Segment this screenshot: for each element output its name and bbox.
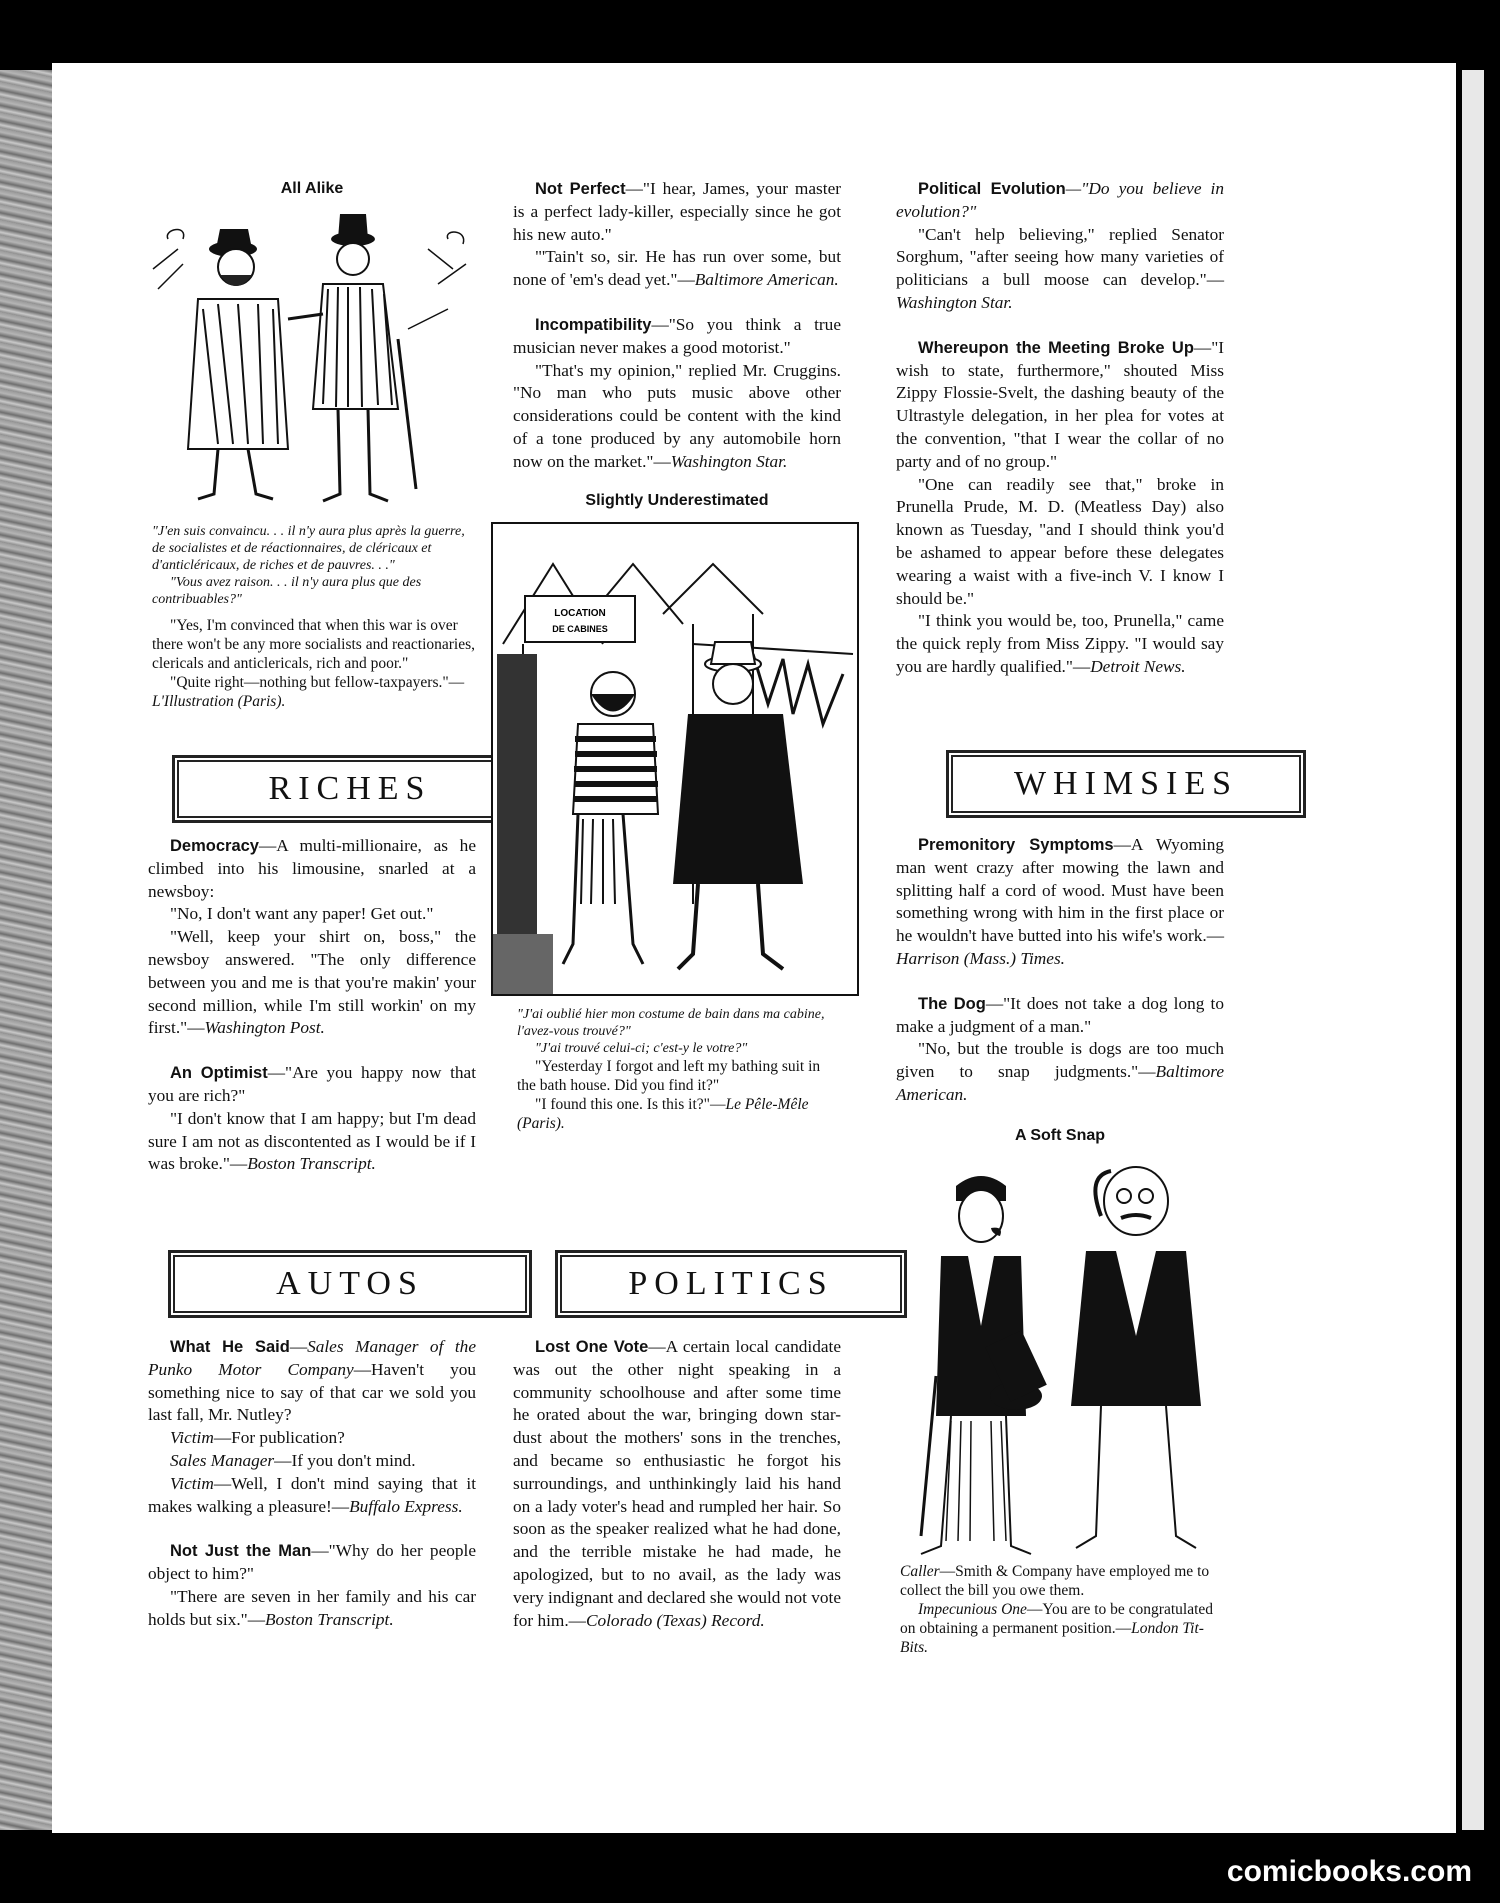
- lost-vote-para: Lost One Vote—A certain local candidate was out the other night speaking in a community schoolhouse and after some time he orated about the war, bringing down star-dust about the mothers' sons in the trenches, and became so enthusiastic he forgot his surroundings, and unthinkingly laid his hand on a lady voter's head and rumpled her hair. So soon as the speaker realized what he had done, and the terrible mistake he had made, he apologized, but to no avail, as the lady was very indignant and declared she would not vote for him.—Colorado (Texas) Record.: [513, 1337, 841, 1630]
- all-alike-english-1: "Yes, I'm convinced that when this war is over there won't be any more socialists and reactionaries, clericals and anticlericals, rich and poor.": [152, 616, 476, 672]
- slightly-english-1: "Yesterday I forgot and left my bathing suit in the bath house. Did you find it?": [517, 1058, 821, 1095]
- what-he-said-para-3: Sales Manager—If you don't mind.: [170, 1450, 416, 1470]
- not-perfect-para-2: "'Tain't so, sir. He has run over some, but none of 'em's dead yet."—Baltimore American.: [513, 247, 841, 290]
- book-spine: [0, 70, 52, 1830]
- dog-para-1: The Dog—"It does not take a dog long to make a judgment of a man.": [896, 993, 1224, 1036]
- premon-para: Premonitory Symptoms—A Wyoming man went crazy after mowing the lawn and splitting half a cord of wood. Must have been something wrong with him in the first place or he wouldn't have butted into his wife's work.—Harrison (Mass.) Times.: [896, 835, 1224, 968]
- slightly-title: Slightly Underestimated: [585, 491, 769, 509]
- not-just-para-1: Not Just the Man—"Why do her people object to him?": [148, 1541, 476, 1584]
- democracy-para-2: "No, I don't want any paper! Get out.": [170, 904, 434, 924]
- autos-section: [148, 1336, 476, 1632]
- politics-section: [513, 1336, 841, 1632]
- whimsies-section: [896, 834, 1224, 1657]
- sign-line-1: LOCATION: [554, 608, 606, 620]
- all-alike-english-2: "Quite right—nothing but fellow-taxpayers."—L'Illustration (Paris).: [152, 673, 465, 710]
- whereupon-para-2: "One can readily see that," broke in Prunella Prude, M. D. (Meatless Day) also known as Tuesday, "and I should think you'd be ashamed to appear before these delegates wearing a waist with a five-inch V. I know I should be.": [896, 474, 1224, 608]
- column-3: [896, 178, 1224, 679]
- slightly-english-2: "I found this one. Is this it?"—Le Pêle-Mêle (Paris).: [517, 1096, 809, 1133]
- whereupon-para-3: "I think you would be, too, Prunella," came the quick reply from Miss Zippy. "I would say you are hardly qualified."—Detroit News.: [896, 611, 1224, 676]
- soft-snap-caption-2: Impecunious One—You are to be congratulated on obtaining a permanent position.—London Tit-Bits.: [900, 1600, 1214, 1656]
- all-alike-cartoon: [148, 209, 476, 509]
- whereupon-para-1: Whereupon the Meeting Broke Up—"I wish to state, furthermore," shouted Miss Zippy Flossie-Svelt, the dashing beauty of the Ultrastyle delegation, in her plea for votes at the convention, "that I wear the collar of no party and of no group.": [896, 337, 1224, 471]
- slightly-cartoon: [491, 522, 859, 996]
- soft-snap-caption-1: Caller—Smith & Company have employed me to collect the bill you owe them.: [900, 1562, 1210, 1599]
- politics-banner: POLITICS: [555, 1250, 907, 1318]
- whimsies-banner: WHIMSIES: [946, 750, 1306, 818]
- dog-para-2: "No, but the trouble is dogs are too much given to snap judgments."—Baltimore American.: [896, 1039, 1224, 1104]
- democracy-para-1: Democracy—A multi-millionaire, as he climbed into his limousine, snarled at a newsboy:: [148, 836, 476, 901]
- incompat-para-2: "That's my opinion," replied Mr. Cruggins. "No man who puts music above other considerations could be content with the kind of a tone produced by any automobile horn now on the market."—Washington Star.: [513, 360, 841, 471]
- all-alike-title: All Alike: [280, 180, 344, 197]
- riches-section: [148, 835, 476, 1176]
- optimist-para-2: "I don't know that I am happy; but I'm dead sure I am not as discontented as I would be if I was broke."—Boston Transcript.: [148, 1108, 476, 1174]
- column-1: [148, 178, 476, 711]
- soft-snap-cartoon: [896, 1156, 1224, 1556]
- not-just-para-2: "There are seven in her family and his car holds but six."—Boston Transcript.: [148, 1586, 476, 1629]
- column-2: [513, 178, 841, 1133]
- slightly-french-1: "J'ai oublié hier mon costume de bain dans ma cabine, l'avez-vous trouvé?": [517, 1007, 825, 1040]
- what-he-said-para-4: Victim—Well, I don't mind saying that it makes walking a pleasure!—Buffalo Express.: [148, 1473, 476, 1516]
- polevo-para-1: Political Evolution—"Do you believe in evolution?": [896, 179, 1225, 221]
- optimist-para-1: An Optimist—"Are you happy now that you are rich?": [148, 1063, 476, 1105]
- soft-snap-title: A Soft Snap: [1014, 1126, 1106, 1144]
- what-he-said-para-1: What He Said—Sales Manager of the Punko Motor Company—Haven't you something nice to say of that car we sold you last fall, Mr. Nutley?: [148, 1337, 476, 1425]
- all-alike-french-1: "J'en suis convaincu. . . il n'y aura plus après la guerre, de socialistes et de réactionnaires, de cléricaux et d'anticléricaux, de riches et de pauvres. . .": [152, 523, 465, 573]
- what-he-said-para-2: Victim—For publication?: [170, 1428, 345, 1448]
- all-alike-source: L'Illustration (Paris).: [152, 692, 286, 710]
- watermark: comicbooks.com: [1226, 1855, 1472, 1888]
- slightly-french-2: "J'ai trouvé celui-ci; c'est-y le votre?": [535, 1041, 748, 1057]
- sign-line-2: DE CABINES: [552, 624, 608, 635]
- riches-banner: RICHES: [172, 755, 528, 823]
- not-perfect-para-1: Not Perfect—"I hear, James, your master is a perfect lady-killer, especially since he got his new auto.": [513, 179, 841, 244]
- next-page-edge: [1462, 70, 1484, 1830]
- all-alike-french-2: "Vous avez raison. . . il n'y aura plus que des contribuables?": [152, 574, 422, 607]
- incompat-para-1: Incompatibility—"So you think a true musician never makes a good motorist.": [513, 314, 841, 357]
- democracy-para-3: "Well, keep your shirt on, boss," the newsboy answered. "The only difference between you and me is that you're makin' your second million, while I'm still workin' on my first."—Washington Post.: [148, 927, 476, 1038]
- polevo-para-2: "Can't help believing," replied Senator Sorghum, "after seeing how many varieties of politicians a bull moose can develop."—Washington Star.: [896, 224, 1224, 312]
- autos-banner: AUTOS: [168, 1250, 532, 1318]
